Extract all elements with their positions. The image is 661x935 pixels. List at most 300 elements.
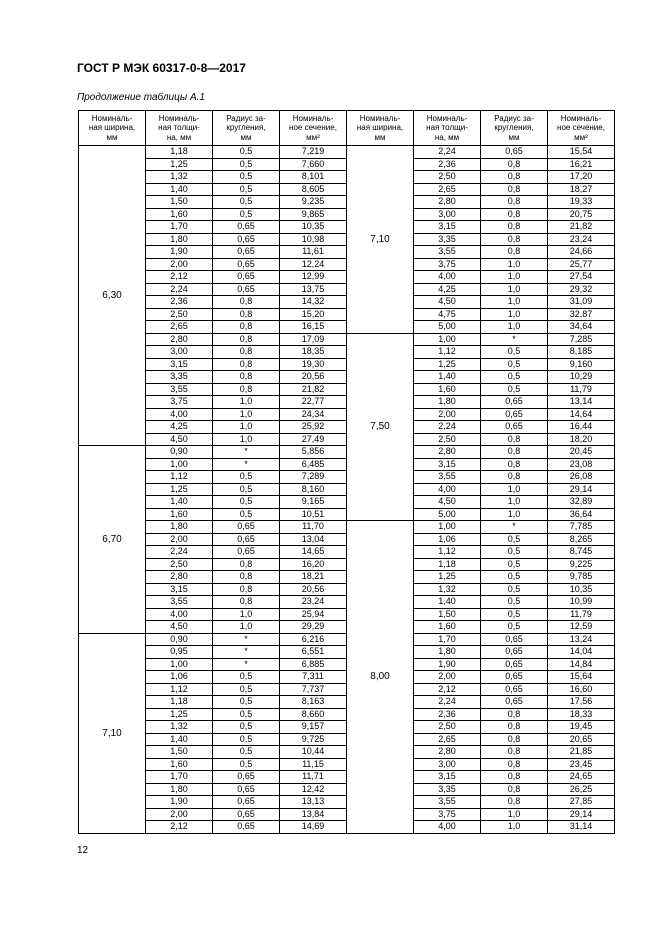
radius-cell: 0,65 — [481, 683, 548, 696]
column-header — [213, 111, 280, 146]
radius-cell: 0,8 — [481, 471, 548, 484]
cross-section-cell: 25,77 — [548, 258, 615, 271]
radius-cell: 0,65 — [481, 671, 548, 684]
thickness-cell: 1,06 — [414, 533, 481, 546]
cross-section-cell: 9,165 — [280, 496, 347, 509]
radius-cell: 1,0 — [481, 271, 548, 284]
cross-section-cell: 31,14 — [548, 821, 615, 834]
radius-cell: 0,8 — [213, 571, 280, 584]
cross-section-cell: 5,856 — [280, 446, 347, 459]
radius-cell: 0,8 — [213, 371, 280, 384]
thickness-cell: 1,90 — [146, 246, 213, 259]
thickness-cell: 1,32 — [146, 721, 213, 734]
cross-section-cell: 14,64 — [548, 408, 615, 421]
radius-cell: 0,65 — [481, 633, 548, 646]
thickness-cell: 1,12 — [146, 683, 213, 696]
cross-section-cell: 17,56 — [548, 696, 615, 709]
radius-cell: 0,5 — [213, 721, 280, 734]
radius-cell: 0,5 — [213, 696, 280, 709]
thickness-cell: 2,12 — [146, 271, 213, 284]
thickness-cell: 4,00 — [414, 483, 481, 496]
cross-section-cell: 13,04 — [280, 533, 347, 546]
thickness-cell: 1,00 — [146, 458, 213, 471]
radius-cell: 1,0 — [481, 508, 548, 521]
radius-cell: 0,8 — [481, 458, 548, 471]
document-header: ГОСТ Р МЭК 60317-0-8—2017 — [77, 61, 246, 75]
radius-cell: 0,8 — [481, 171, 548, 184]
radius-cell: 0,5 — [213, 508, 280, 521]
nominal-width-cell: 8,00 — [347, 521, 414, 834]
cross-section-cell: 12,99 — [280, 271, 347, 284]
thickness-cell: 2,12 — [414, 683, 481, 696]
thickness-cell: 2,80 — [414, 446, 481, 459]
thickness-cell: 3,35 — [146, 371, 213, 384]
thickness-cell: 2,00 — [146, 533, 213, 546]
cross-section-cell: 16,44 — [548, 421, 615, 434]
cross-section-cell: 36,64 — [548, 508, 615, 521]
cross-section-cell: 7,660 — [280, 158, 347, 171]
thickness-cell: 5,00 — [414, 321, 481, 334]
thickness-cell: 4,25 — [146, 421, 213, 434]
cross-section-cell: 15,54 — [548, 146, 615, 159]
radius-cell: 0,8 — [213, 333, 280, 346]
thickness-cell: 1,40 — [414, 596, 481, 609]
radius-cell: 0,5 — [213, 471, 280, 484]
cross-section-cell: 13,75 — [280, 283, 347, 296]
radius-cell: 0,8 — [481, 771, 548, 784]
radius-cell: 1,0 — [213, 421, 280, 434]
cross-section-cell: 10,35 — [280, 221, 347, 234]
thickness-cell: 3,35 — [414, 233, 481, 246]
thickness-cell: 3,15 — [414, 458, 481, 471]
column-header-line: кругления, — [494, 123, 534, 133]
radius-cell: 0,8 — [481, 721, 548, 734]
cross-section-cell: 17,09 — [280, 333, 347, 346]
column-header-line: ная толщи- — [158, 123, 200, 133]
cross-section-cell: 8,185 — [548, 346, 615, 359]
thickness-cell: 0,95 — [146, 646, 213, 659]
cross-section-cell: 7,289 — [280, 471, 347, 484]
column-header-line: мм — [106, 132, 118, 142]
cross-section-cell: 23,24 — [548, 233, 615, 246]
thickness-cell: 1,00 — [146, 658, 213, 671]
radius-cell: 0,8 — [481, 783, 548, 796]
thickness-cell: 4,50 — [414, 296, 481, 309]
thickness-cell: 4,50 — [146, 621, 213, 634]
thickness-cell: 2,65 — [146, 321, 213, 334]
cross-section-cell: 19,45 — [548, 721, 615, 734]
cross-section-cell: 18,33 — [548, 708, 615, 721]
radius-cell: 0,5 — [481, 533, 548, 546]
column-header-line: ное сечение, — [289, 123, 337, 133]
thickness-cell: 3,55 — [146, 383, 213, 396]
table-body — [79, 146, 615, 834]
thickness-cell: 1,00 — [414, 521, 481, 534]
thickness-cell: 3,55 — [414, 796, 481, 809]
radius-cell: 0,5 — [213, 671, 280, 684]
thickness-cell: 2,80 — [414, 746, 481, 759]
cross-section-cell: 14,65 — [280, 546, 347, 559]
cross-section-cell: 10,51 — [280, 508, 347, 521]
thickness-cell: 2,24 — [146, 546, 213, 559]
thickness-cell: 2,00 — [146, 808, 213, 821]
thickness-cell: 2,50 — [414, 721, 481, 734]
radius-cell: 0,65 — [213, 233, 280, 246]
cross-section-cell: 6,885 — [280, 658, 347, 671]
thickness-cell: 1,12 — [414, 346, 481, 359]
cross-section-cell: 12,59 — [548, 621, 615, 634]
table-row — [79, 521, 615, 534]
cross-section-cell: 21,82 — [280, 383, 347, 396]
cross-section-cell: 13,24 — [548, 633, 615, 646]
thickness-cell: 1,60 — [146, 758, 213, 771]
radius-cell: 0,5 — [481, 558, 548, 571]
thickness-cell: 1,70 — [146, 771, 213, 784]
cross-section-cell: 14,84 — [548, 658, 615, 671]
thickness-cell: 2,65 — [414, 733, 481, 746]
radius-cell: 0,8 — [213, 346, 280, 359]
cross-section-cell: 29,14 — [548, 483, 615, 496]
radius-cell: 0,8 — [481, 233, 548, 246]
radius-cell: * — [213, 458, 280, 471]
thickness-cell: 1,40 — [146, 496, 213, 509]
cross-section-cell: 6,551 — [280, 646, 347, 659]
cross-section-cell: 8,160 — [280, 483, 347, 496]
radius-cell: 0,65 — [213, 221, 280, 234]
radius-cell: 0,65 — [213, 821, 280, 834]
thickness-cell: 2,50 — [414, 433, 481, 446]
column-header — [347, 111, 414, 146]
thickness-cell: 1,60 — [146, 208, 213, 221]
thickness-cell: 1,40 — [414, 371, 481, 384]
cross-section-cell: 9,160 — [548, 358, 615, 371]
radius-cell: 0,5 — [213, 758, 280, 771]
thickness-cell: 1,50 — [146, 746, 213, 759]
column-header-line: мм — [508, 132, 520, 142]
cross-section-cell: 18,21 — [280, 571, 347, 584]
radius-cell: 0,65 — [213, 246, 280, 259]
radius-cell: 0,5 — [481, 583, 548, 596]
radius-cell: * — [213, 633, 280, 646]
cross-section-cell: 19,30 — [280, 358, 347, 371]
thickness-cell: 1,80 — [414, 396, 481, 409]
thickness-cell: 1,40 — [146, 733, 213, 746]
radius-cell: 0,5 — [481, 621, 548, 634]
thickness-cell: 4,00 — [146, 608, 213, 621]
cross-section-cell: 14,69 — [280, 821, 347, 834]
thickness-cell: 2,36 — [414, 708, 481, 721]
thickness-cell: 1,70 — [414, 633, 481, 646]
cross-section-cell: 8,660 — [280, 708, 347, 721]
radius-cell: 0,5 — [213, 208, 280, 221]
radius-cell: 0,8 — [213, 596, 280, 609]
thickness-cell: 4,00 — [146, 408, 213, 421]
thickness-cell: 1,50 — [414, 608, 481, 621]
thickness-cell: 3,15 — [414, 771, 481, 784]
radius-cell: 0,65 — [481, 646, 548, 659]
thickness-cell: 1,06 — [146, 671, 213, 684]
radius-cell: 0,5 — [481, 608, 548, 621]
thickness-cell: 3,75 — [414, 808, 481, 821]
cross-section-cell: 13,84 — [280, 808, 347, 821]
cross-section-cell: 10,98 — [280, 233, 347, 246]
column-header — [548, 111, 615, 146]
cross-section-cell: 14,32 — [280, 296, 347, 309]
thickness-cell: 1,12 — [414, 546, 481, 559]
column-header-line: ное сечение, — [557, 123, 605, 133]
radius-cell: 0,5 — [481, 571, 548, 584]
radius-cell: 0,8 — [213, 358, 280, 371]
thickness-cell: 3,00 — [146, 346, 213, 359]
nominal-width-cell: 7,50 — [347, 333, 414, 521]
cross-section-cell: 12,42 — [280, 783, 347, 796]
radius-cell: 0,5 — [213, 746, 280, 759]
radius-cell: 0,5 — [213, 496, 280, 509]
radius-cell: 0,65 — [481, 421, 548, 434]
cross-section-cell: 6,485 — [280, 458, 347, 471]
thickness-cell: 2,80 — [146, 333, 213, 346]
thickness-cell: 2,24 — [414, 146, 481, 159]
thickness-cell: 1,80 — [146, 783, 213, 796]
thickness-cell: 2,36 — [414, 158, 481, 171]
radius-cell: 1,0 — [213, 608, 280, 621]
cross-section-cell: 25,94 — [280, 608, 347, 621]
cross-section-cell: 32,89 — [548, 496, 615, 509]
thickness-cell: 1,80 — [414, 646, 481, 659]
cross-section-cell: 16,20 — [280, 558, 347, 571]
thickness-cell: 3,00 — [414, 208, 481, 221]
radius-cell: 1,0 — [481, 308, 548, 321]
column-header-line: ная толщи- — [426, 123, 468, 133]
cross-section-cell: 16,21 — [548, 158, 615, 171]
cross-section-cell: 18,20 — [548, 433, 615, 446]
radius-cell: 0,5 — [481, 346, 548, 359]
thickness-cell: 1,25 — [146, 483, 213, 496]
cross-section-cell: 20,65 — [548, 733, 615, 746]
cross-section-cell: 9,157 — [280, 721, 347, 734]
thickness-cell: 1,00 — [414, 333, 481, 346]
radius-cell: 0,8 — [481, 196, 548, 209]
radius-cell: 0,8 — [213, 296, 280, 309]
thickness-cell: 2,50 — [414, 171, 481, 184]
column-header-line: мм² — [574, 132, 588, 142]
radius-cell: 0,5 — [213, 196, 280, 209]
thickness-cell: 3,55 — [414, 471, 481, 484]
cross-section-cell: 9,865 — [280, 208, 347, 221]
cross-section-cell: 16,60 — [548, 683, 615, 696]
radius-cell: 1,0 — [481, 321, 548, 334]
thickness-cell: 2,24 — [146, 283, 213, 296]
cross-section-cell: 10,44 — [280, 746, 347, 759]
column-header-line: мм² — [306, 132, 320, 142]
cross-section-cell: 13,13 — [280, 796, 347, 809]
radius-cell: 0,5 — [481, 371, 548, 384]
radius-cell: 0,8 — [213, 321, 280, 334]
radius-cell: 1,0 — [481, 483, 548, 496]
column-header — [414, 111, 481, 146]
thickness-cell: 2,24 — [414, 696, 481, 709]
radius-cell: 1,0 — [481, 821, 548, 834]
thickness-cell: 2,50 — [146, 558, 213, 571]
thickness-cell: 1,80 — [146, 521, 213, 534]
radius-cell: 0,65 — [213, 521, 280, 534]
radius-cell: 0,8 — [481, 746, 548, 759]
cross-section-cell: 10,35 — [548, 583, 615, 596]
cross-section-cell: 11,79 — [548, 608, 615, 621]
thickness-cell: 0,90 — [146, 633, 213, 646]
cross-section-cell: 20,56 — [280, 371, 347, 384]
column-header — [481, 111, 548, 146]
thickness-cell: 3,15 — [414, 221, 481, 234]
thickness-cell: 2,50 — [146, 308, 213, 321]
cross-section-cell: 23,24 — [280, 596, 347, 609]
cross-section-cell: 20,45 — [548, 446, 615, 459]
cross-section-cell: 7,219 — [280, 146, 347, 159]
radius-cell: 0,8 — [481, 221, 548, 234]
cross-section-cell: 29,29 — [280, 621, 347, 634]
thickness-cell: 3,55 — [146, 596, 213, 609]
thickness-cell: 4,00 — [414, 821, 481, 834]
cross-section-cell: 10,29 — [548, 371, 615, 384]
thickness-cell: 2,80 — [146, 571, 213, 584]
nominal-width-cell: 6,70 — [79, 446, 146, 634]
cross-section-cell: 22,77 — [280, 396, 347, 409]
radius-cell: 0,8 — [481, 183, 548, 196]
cross-section-cell: 32,87 — [548, 308, 615, 321]
cross-section-cell: 21,85 — [548, 746, 615, 759]
thickness-cell: 2,36 — [146, 296, 213, 309]
thickness-cell: 3,55 — [414, 246, 481, 259]
cross-section-cell: 9,725 — [280, 733, 347, 746]
column-header-line: Номиналь- — [359, 113, 401, 123]
column-header-line: Номиналь- — [426, 113, 468, 123]
radius-cell: 1,0 — [481, 258, 548, 271]
column-header-line: Номиналь- — [158, 113, 200, 123]
thickness-cell: 1,70 — [146, 221, 213, 234]
cross-section-cell: 27,85 — [548, 796, 615, 809]
radius-cell: 0,65 — [481, 696, 548, 709]
cross-section-cell: 8,745 — [548, 546, 615, 559]
cross-section-cell: 27,54 — [548, 271, 615, 284]
radius-cell: 0,8 — [481, 708, 548, 721]
cross-section-cell: 20,75 — [548, 208, 615, 221]
radius-cell: 0,5 — [213, 146, 280, 159]
cross-section-cell: 18,27 — [548, 183, 615, 196]
thickness-cell: 1,32 — [414, 583, 481, 596]
column-header-line: ная ширина, — [88, 123, 136, 133]
cross-section-cell: 29,14 — [548, 808, 615, 821]
thickness-cell: 1,12 — [146, 471, 213, 484]
radius-cell: 0,8 — [481, 446, 548, 459]
radius-cell: 0,5 — [213, 683, 280, 696]
cross-section-cell: 26,08 — [548, 471, 615, 484]
thickness-cell: 1,90 — [146, 796, 213, 809]
radius-cell: 0,5 — [213, 733, 280, 746]
cross-section-cell: 8,605 — [280, 183, 347, 196]
cross-section-cell: 19,33 — [548, 196, 615, 209]
thickness-cell: 2,24 — [414, 421, 481, 434]
column-header-line: Номиналь- — [560, 113, 602, 123]
cross-section-cell: 8,265 — [548, 533, 615, 546]
radius-cell: 0,65 — [213, 771, 280, 784]
radius-cell: 0,8 — [481, 246, 548, 259]
cross-section-cell: 6,216 — [280, 633, 347, 646]
radius-cell: 1,0 — [481, 283, 548, 296]
nominal-width-cell: 7,10 — [347, 146, 414, 334]
radius-cell: 0,5 — [481, 383, 548, 396]
thickness-cell: 3,75 — [146, 396, 213, 409]
cross-section-cell: 25,92 — [280, 421, 347, 434]
thickness-cell: 3,35 — [414, 783, 481, 796]
radius-cell: 1,0 — [213, 396, 280, 409]
thickness-cell: 1,90 — [414, 658, 481, 671]
cross-section-cell: 21,82 — [548, 221, 615, 234]
thickness-cell: 2,80 — [414, 196, 481, 209]
thickness-cell: 1,25 — [414, 571, 481, 584]
thickness-cell: 1,60 — [414, 383, 481, 396]
thickness-cell: 4,50 — [146, 433, 213, 446]
cross-section-cell: 23,08 — [548, 458, 615, 471]
radius-cell: 0,8 — [213, 383, 280, 396]
nominal-width-cell: 6,30 — [79, 146, 146, 446]
radius-cell: 0,65 — [481, 146, 548, 159]
radius-cell: 0,65 — [213, 533, 280, 546]
radius-cell: 0,5 — [481, 358, 548, 371]
page-number: 12 — [77, 845, 89, 856]
cross-section-cell: 16,15 — [280, 321, 347, 334]
cross-section-cell: 7,311 — [280, 671, 347, 684]
radius-cell: 0,8 — [481, 733, 548, 746]
cross-section-cell: 24,65 — [548, 771, 615, 784]
radius-cell: 0,65 — [481, 408, 548, 421]
cross-section-cell: 27,49 — [280, 433, 347, 446]
thickness-cell: 5,00 — [414, 508, 481, 521]
cross-section-cell: 13,14 — [548, 396, 615, 409]
radius-cell: 0,5 — [481, 546, 548, 559]
column-header — [79, 111, 146, 146]
cross-section-cell: 11,79 — [548, 383, 615, 396]
thickness-cell: 1,40 — [146, 183, 213, 196]
radius-cell: 0,8 — [481, 433, 548, 446]
thickness-cell: 3,15 — [146, 358, 213, 371]
radius-cell: 0,5 — [213, 708, 280, 721]
thickness-cell: 2,65 — [414, 183, 481, 196]
radius-cell: 0,5 — [213, 171, 280, 184]
radius-cell: 1,0 — [213, 408, 280, 421]
thickness-cell: 1,18 — [146, 146, 213, 159]
radius-cell: 0,5 — [481, 596, 548, 609]
thickness-cell: 2,00 — [146, 258, 213, 271]
cross-section-cell: 9,235 — [280, 196, 347, 209]
cross-section-cell: 9,225 — [548, 558, 615, 571]
thickness-cell: 1,18 — [146, 696, 213, 709]
column-header-line: кругления, — [226, 123, 266, 133]
table-caption: Продолжение таблицы А.1 — [77, 92, 205, 103]
radius-cell: 0,8 — [481, 158, 548, 171]
cross-section-cell: 24,34 — [280, 408, 347, 421]
column-header-line: Номиналь- — [292, 113, 334, 123]
thickness-cell: 1,18 — [414, 558, 481, 571]
thickness-cell: 1,25 — [414, 358, 481, 371]
thickness-cell: 3,15 — [146, 583, 213, 596]
radius-cell: 0,65 — [213, 546, 280, 559]
cross-section-cell: 23,45 — [548, 758, 615, 771]
radius-cell: 0,65 — [213, 258, 280, 271]
thickness-cell: 1,32 — [146, 171, 213, 184]
thickness-cell: 3,75 — [414, 258, 481, 271]
radius-cell: * — [213, 646, 280, 659]
cross-section-cell: 11,61 — [280, 246, 347, 259]
